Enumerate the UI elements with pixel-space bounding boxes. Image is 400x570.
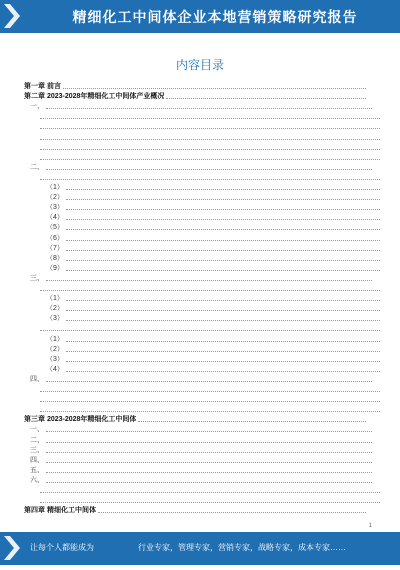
toc-leader-dots (46, 108, 372, 109)
toc-entry[interactable] (24, 314, 380, 323)
toc-entry[interactable] (24, 476, 380, 485)
corner-chevron-icon (0, 532, 22, 565)
toc-leader-dots (98, 512, 366, 513)
toc-entry-text: （3） (46, 315, 64, 323)
toc-leader-dots (46, 482, 372, 483)
toc-leader-dots (46, 169, 372, 170)
toc-entry-text: （5） (46, 224, 64, 232)
toc-leader-dots (40, 401, 380, 402)
toc-entry[interactable] (24, 415, 380, 424)
toc-leader-dots (40, 128, 380, 129)
toc-leader-dots (46, 431, 372, 432)
toc-leader-dots (46, 462, 372, 463)
page-number: 1 (368, 523, 372, 529)
toc-entry-text: （2） (46, 305, 64, 313)
toc-entry[interactable] (24, 405, 380, 414)
toc-entry-text: 一、 (30, 426, 44, 434)
toc-leader-dots (66, 240, 380, 241)
toc-entry[interactable] (24, 143, 380, 152)
toc-entry[interactable] (24, 294, 380, 303)
toc-leader-dots (66, 260, 380, 261)
toc-leader-dots (40, 502, 380, 503)
toc-entry-text: （7） (46, 244, 64, 252)
toc-entry-text: 三、 (30, 446, 44, 454)
toc-leader-dots (66, 341, 380, 342)
toc-entry-text: 二、 (30, 436, 44, 444)
toc-entry[interactable] (24, 234, 380, 243)
footer-tags: 行业专家，管理专家，营销专家，战略专家，成本专家…… (138, 543, 346, 552)
toc-entry-text: （2） (46, 194, 64, 202)
toc-entry-text: （3） (46, 355, 64, 363)
toc-leader-dots (40, 149, 380, 150)
toc-entry[interactable] (24, 304, 380, 313)
toc-leader-dots (66, 189, 380, 190)
toc-entry[interactable] (24, 395, 380, 404)
toc-entry[interactable] (24, 466, 380, 475)
toc-entry-text: （3） (46, 204, 64, 212)
toc-entry[interactable] (24, 345, 380, 354)
toc-entry-text: （1） (46, 335, 64, 343)
toc-entry-text: 第三章 2023-2028年精细化工中间体 (24, 416, 137, 424)
toc-entry-text: 六、 (30, 476, 44, 484)
toc-entry-text: （9） (46, 264, 64, 272)
toc-leader-dots (66, 270, 380, 271)
toc-entry[interactable] (24, 223, 380, 232)
toc-entry[interactable] (24, 254, 380, 263)
toc-leader-dots (66, 371, 380, 372)
toc-leader-dots (66, 300, 380, 301)
toc-entry[interactable] (24, 274, 380, 283)
toc-entry[interactable] (24, 496, 380, 505)
toc-entry[interactable] (24, 92, 380, 101)
toc-entry-text: 第四章 精细化工中间体 (24, 507, 96, 515)
toc-entry[interactable] (24, 456, 380, 465)
toc-entry-text: （4） (46, 214, 64, 222)
toc-entry-text: 第二章 2023-2028年精细化工中间体产业概况 (24, 93, 165, 101)
footer-band (0, 532, 400, 565)
toc-leader-dots (46, 280, 372, 281)
toc-entry[interactable] (24, 486, 380, 495)
toc-leader-dots (66, 361, 380, 362)
toc-entry[interactable] (24, 324, 380, 333)
toc-entry[interactable] (24, 425, 380, 434)
toc-entry[interactable] (24, 153, 380, 162)
toc-leader-dots (40, 411, 380, 412)
toc-entry-text: 四、 (30, 375, 44, 383)
toc-entry[interactable] (24, 193, 380, 202)
toc-leader-dots (66, 250, 380, 251)
toc-entry-text: 五、 (30, 466, 44, 474)
toc-entry[interactable] (24, 102, 380, 111)
toc-leader-dots (40, 391, 380, 392)
report-title: 精细化工中间体企业本地营销策略研究报告 (72, 9, 358, 25)
toc-entry[interactable] (24, 173, 380, 182)
toc-entry[interactable] (24, 506, 380, 515)
toc-leader-dots (40, 492, 380, 493)
toc-leader-dots (66, 219, 380, 220)
toc-entry[interactable] (24, 203, 380, 212)
toc-entry-text: 二、 (30, 163, 44, 171)
toc-leader-dots (138, 421, 366, 422)
toc-entry[interactable] (24, 355, 380, 364)
toc-leader-dots (40, 139, 380, 140)
toc-leader-dots (46, 442, 372, 443)
toc-entry[interactable] (24, 385, 380, 394)
toc-leader-dots (66, 199, 380, 200)
toc-leader-dots (46, 381, 372, 382)
toc-leader-dots (166, 98, 366, 99)
toc-entry-text: 三、 (30, 274, 44, 282)
toc-entry-text: 一、 (30, 103, 44, 111)
toc-entry[interactable] (24, 244, 380, 253)
toc-entry-text: （8） (46, 254, 64, 262)
toc-entry[interactable] (24, 264, 380, 273)
toc-leader-dots (66, 351, 380, 352)
toc-entry-text: （2） (46, 345, 64, 353)
toc-leader-dots (40, 330, 380, 331)
toc-leader-dots (46, 452, 372, 453)
toc-entry[interactable] (24, 122, 380, 131)
toc-entry-text: （1） (46, 295, 64, 303)
toc-entry[interactable] (24, 375, 380, 384)
toc-entry[interactable] (24, 213, 380, 222)
toc-entry[interactable] (24, 163, 380, 172)
toc-entry[interactable] (24, 436, 380, 445)
toc-leader-dots (66, 320, 380, 321)
toc-leader-dots (66, 229, 380, 230)
toc-entry[interactable] (24, 133, 380, 142)
toc-leader-dots (40, 159, 380, 160)
toc-heading: 内容目录 (175, 58, 224, 72)
toc-entry[interactable] (24, 365, 380, 374)
toc-entry[interactable] (24, 183, 380, 192)
toc-leader-dots (63, 88, 366, 89)
toc-leader-dots (40, 179, 380, 180)
footer-slogan: 让每个人都能成为 (30, 543, 94, 552)
toc-leader-dots (40, 290, 380, 291)
toc-entry[interactable] (24, 82, 380, 91)
table-of-contents (24, 82, 380, 520)
toc-entry-text: （6） (46, 234, 64, 242)
toc-entry-text: （1） (46, 184, 64, 191)
toc-entry[interactable] (24, 446, 380, 455)
toc-entry-text: 四、 (30, 456, 44, 464)
toc-entry-text: 第一章 前言 (24, 83, 61, 90)
toc-leader-dots (40, 118, 380, 119)
toc-entry[interactable] (24, 284, 380, 293)
toc-leader-dots (66, 310, 380, 311)
toc-entry-text: （4） (46, 365, 64, 373)
toc-entry[interactable] (24, 335, 380, 344)
corner-chevron-icon (0, 0, 22, 33)
toc-entry[interactable] (24, 112, 380, 121)
toc-leader-dots (66, 209, 380, 210)
toc-leader-dots (46, 472, 372, 473)
